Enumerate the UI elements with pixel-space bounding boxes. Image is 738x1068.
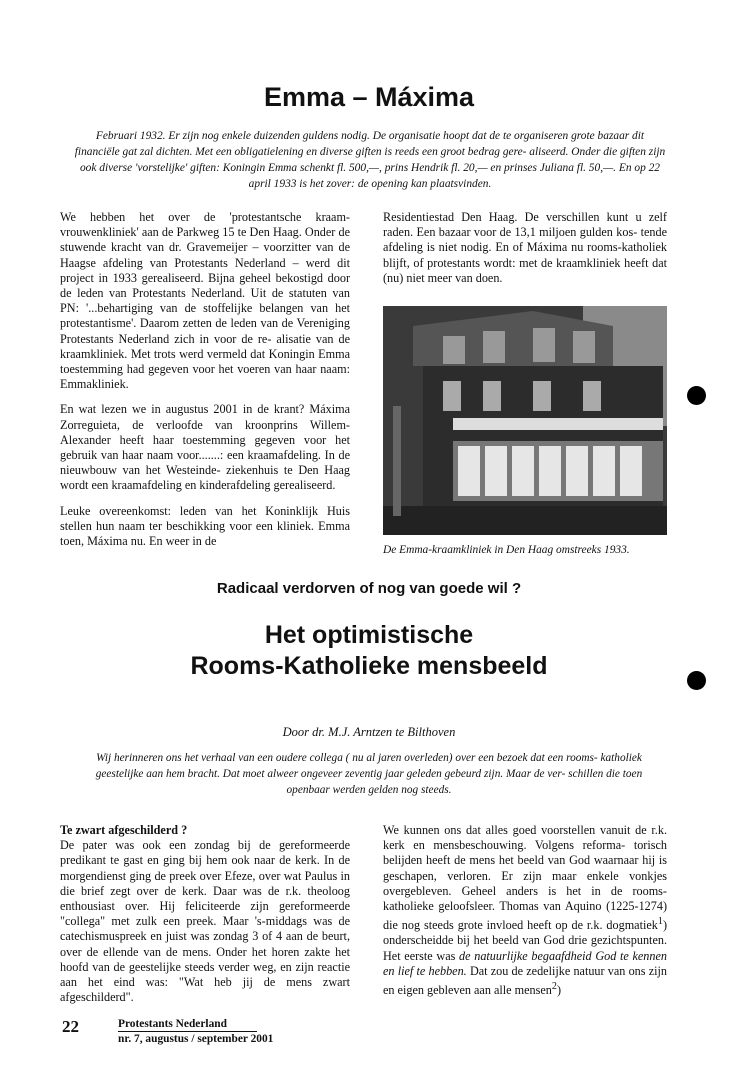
paragraph: Residentiestad Den Haag. De verschillen kunt u zelf raden. Een bazaar voor de 13,1 miljoen gulden kos- tende afdeling is niet nodig. En of Máxima nu rooms-katholiek blijft, of protestants wordt: met de kraamkliniek heeft dat (nu) niet meer van doen. (383, 210, 667, 285)
punch-hole-icon (687, 386, 706, 405)
publication-name: Protestants Nederland (118, 1017, 257, 1032)
clinic-photo (383, 306, 667, 535)
text-run: ) (556, 983, 561, 998)
article-column-2 (383, 210, 667, 296)
article-subheading: Radicaal verdorven of nog van goede wil ? (216, 580, 522, 597)
paragraph: We hebben het over de 'protestantsche kraam- vrouwenkliniek' aan de Parkweg 15 te Den Haag. Onder de stuwende kracht van dr. Gravemeijer – voorzitter van de Haagse afdeling van Protestants Nederland – werd dit project in 1933 gerealiseerd. Bijna geheel bekostigd door de leden van Protestants Nederland. Uit de statuten van PN: '...behartiging van de stoffelijke belangen van het protestantisme'. Daarom zetten de leden van de Vereniging Protestants Nederland zich in voor de re- alisatie van de kraamkliniek. Met trots werd vermeld dat Koningin Emma toestemming had gegeven voor het voeren van haar naam: Emmakliniek. (60, 210, 350, 392)
article-column-3 (60, 823, 350, 1005)
photo-caption: De Emma-kraamkliniek in Den Haag omstreeks 1933. (383, 544, 630, 556)
footnote-ref: 2 (551, 981, 557, 993)
article-title: Emma – Máxima (263, 82, 475, 112)
text-run: Dat zou de zedelijke natuur van ons zijn en eigen gebleven aan alle mensen (383, 963, 668, 998)
paragraph: En wat lezen we in augustus 2001 in de krant? Máxima Zorreguieta, de verloofde van kroonprins Willem-Alexander heeft haar toestemming gegeven voor het gebruik van haar naam voor.......: een kraamafdeling. In de nieuwbouw van het Westeinde- ziekenhuis te Den Haag wordt een kraamafdeling en kinderafdeling gerealiseerd. (60, 402, 350, 493)
publication-info (118, 1017, 273, 1046)
section-heading: Te zwart afgeschilderd ? (60, 823, 188, 837)
page-number: 22 (62, 1017, 79, 1036)
title-line: Rooms-Katholieke mensbeeld (190, 652, 548, 680)
building-illustration (383, 306, 667, 535)
article-title-2 (0, 620, 738, 682)
issue-info: nr. 7, augustus / september 2001 (118, 1033, 274, 1045)
footnote-ref: 1 (657, 916, 663, 928)
italic-phrase: de natuurlijke begaafdheid God te kennen en lief te hebben. (383, 948, 667, 978)
text-run: ) onderscheidde bij het beeld van God drie gezichtspunten. Het eerste was (383, 918, 667, 963)
article-intro: Februari 1932. Er zijn nog enkele duizenden guldens nodig. De organisatie hoopt dat de te organiseren grote bazaar dit financiële gat zal dichten. Met een obligatielening en diverse giften is reeds een groot bedrag gere- aliseerd. Onder die giften zijn ook diverse 'vorstelijke' giften: Koningin Emma schenkt fl. 500,—, prins Hendrik fl. 20,— en prinses Juliana fl. 50,—. En op 22 april 1933 is het zover: de opening kan plaatsvinden. (74, 130, 666, 190)
paragraph: De pater was ook een zondag bij de gereformeerde predikant te gast en ging bij hem ook naar de kerk. In de morgendienst ging de preek over Efeze, over wat Paulus in die brief zegt over de kerk. Daar was de r.k. theoloog enthousiast over. Hij feliciteerde zijn gereformeerde "collega" met zulk een preek. Maar 's-middags was de catechismuspreek en juist was zondag 3 of 4 aan de beurt, over de ellende van de mens. Onder het horen zakte het hoofd van de geestelijke steeds verder weg, en zijn reactie aan het eind was: "Wat heb jij de mens zwart afgeschilderd". (60, 838, 350, 1005)
title-line: Het optimistische (264, 621, 474, 649)
article-column-1 (60, 210, 350, 559)
byline: Door dr. M.J. Arntzen te Bilthoven (282, 725, 456, 739)
article-intro-2: Wij herinneren ons het verhaal van een oudere collega ( nu al jaren overleden) over een bezoek dat een rooms- katholiek geestelijke aan hem bracht. Dat moet alweer ongeveer zeventig jaar geleden gebeurd zijn. Maar de ver- schillen die toen openbaar werden gelden nog steeds. (95, 752, 643, 796)
article-column-4 (383, 823, 667, 998)
paragraph: Leuke overeenkomst: leden van het Koninklijk Huis stellen hun naam ter beschikking voor een kliniek. Emma toen, Máxima nu. En weer in de (60, 503, 350, 549)
text-run: We kunnen ons dat alles goed voorstellen vanuit de r.k. kerk en mensbeschouwing. Volgens reforma- torisch belijden heeft de mens het beeld van God waarnaar hij is geschapen, verloren. Er zijn maar enkele vonkjes overgebleven. Geheel anders is het in de rooms-katholieke geloofsleer. Thomas van Aquino (1225-1274) die nog steeds grote invloed heeft op de r.k. dogmatiek (383, 823, 667, 933)
